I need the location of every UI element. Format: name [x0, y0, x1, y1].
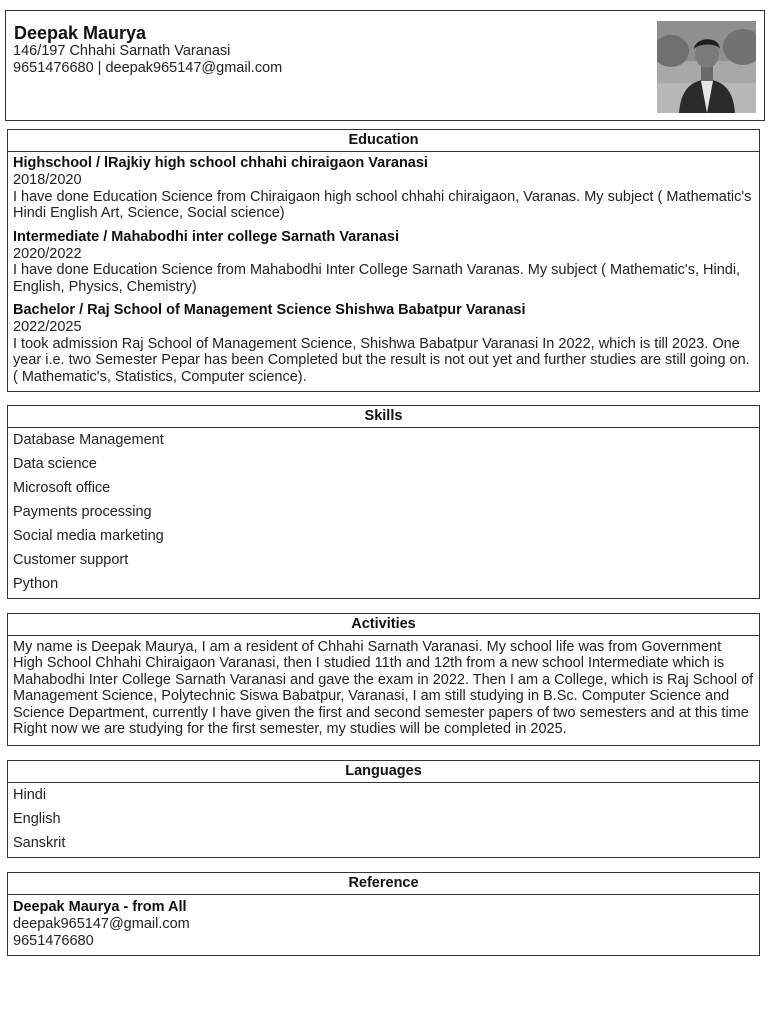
- education-item: [13, 154, 754, 222]
- skill-item: Data science: [13, 456, 97, 472]
- reference-heading: Reference: [8, 873, 759, 895]
- education-item: [13, 301, 754, 385]
- education-item-description: I took admission Raj School of Management Science, Shishwa Babatpur Varanasi In 2022, which is till 2023. One year i.e. two Semester Pepar has been Completed but the result is not out yet and further studies are still going on.( Mathematic's, Statistics, Computer science).: [13, 335, 750, 385]
- candidate-name: Deepak Maurya: [14, 23, 147, 43]
- education-item-description: I have done Education Science from Mahabodhi Inter College Sarnath Varanas. My subject ( Mathematic's, Hindi, English, Physics, Chemistry): [13, 262, 741, 295]
- languages-heading: Languages: [8, 761, 759, 783]
- reference-email: deepak965147@gmail.com: [13, 916, 190, 932]
- reference-section: [7, 872, 760, 956]
- activities-text: My name is Deepak Maurya, I am a resident of Chhahi Sarnath Varanasi. My school life was from Government High School Chhahi Chiraigaon Varanasi, then I studied 11th and 12th from a new school Intermediate which is Mahabodhi Inter College Sarnath Varanasi and gave the exam in 2022. Then I am a College, which is Raj School of Management Science, Polytechnic Siswa Babatpur, Varanasi, I am still studying in B.Sc. Computer Science and Science Department, currently I have given the first and second semester papers of two semesters and at this time Right now we are studying for the first semester, my studies will be completed in 2025.: [13, 639, 754, 738]
- skills-heading: Skills: [8, 406, 759, 428]
- education-heading: Education: [8, 130, 759, 152]
- education-item-years: 2018/2020: [13, 172, 82, 188]
- skills-section: [7, 405, 760, 599]
- language-item: English: [13, 811, 61, 827]
- reference-phone: 9651476680: [13, 932, 94, 949]
- activities-heading: Activities: [8, 614, 759, 636]
- resume-header: [5, 10, 765, 121]
- candidate-address: 146/197 Chhahi Sarnath Varanasi: [13, 43, 231, 59]
- skill-item: Database Management: [13, 432, 164, 448]
- education-item-title: Bachelor / Raj School of Management Science Shishwa Babatpur Varanasi: [13, 302, 526, 318]
- activities-section: [7, 613, 760, 746]
- skill-item: Social media marketing: [13, 528, 164, 544]
- profile-photo: [657, 21, 756, 113]
- education-item-title: Intermediate / Mahabodhi inter college Sarnath Varanasi: [13, 228, 399, 245]
- language-item: Hindi: [13, 787, 47, 803]
- education-item: [13, 228, 754, 296]
- skill-item: Customer support: [13, 552, 129, 568]
- reference-name: Deepak Maurya - from All: [13, 899, 187, 915]
- language-item: Sanskrit: [13, 835, 66, 851]
- skill-item: Microsoft office: [13, 480, 111, 496]
- skill-item: Python: [13, 576, 59, 592]
- education-item-title: Highschool / lRajkiy high school chhahi chiraigaon Varanasi: [13, 155, 428, 171]
- education-section: [7, 129, 760, 392]
- languages-section: [7, 760, 760, 858]
- education-item-years: 2020/2022: [13, 245, 82, 262]
- education-item-description: I have done Education Science from Chiraigaon high school chhahi chiraigaon, Varanas. My subject ( Mathematic's Hindi English Art, Science, Social science): [13, 188, 752, 221]
- candidate-contact: 9651476680 | deepak965147@gmail.com: [13, 60, 283, 76]
- education-item-years: 2022/2025: [13, 319, 82, 335]
- skill-item: Payments processing: [13, 504, 152, 520]
